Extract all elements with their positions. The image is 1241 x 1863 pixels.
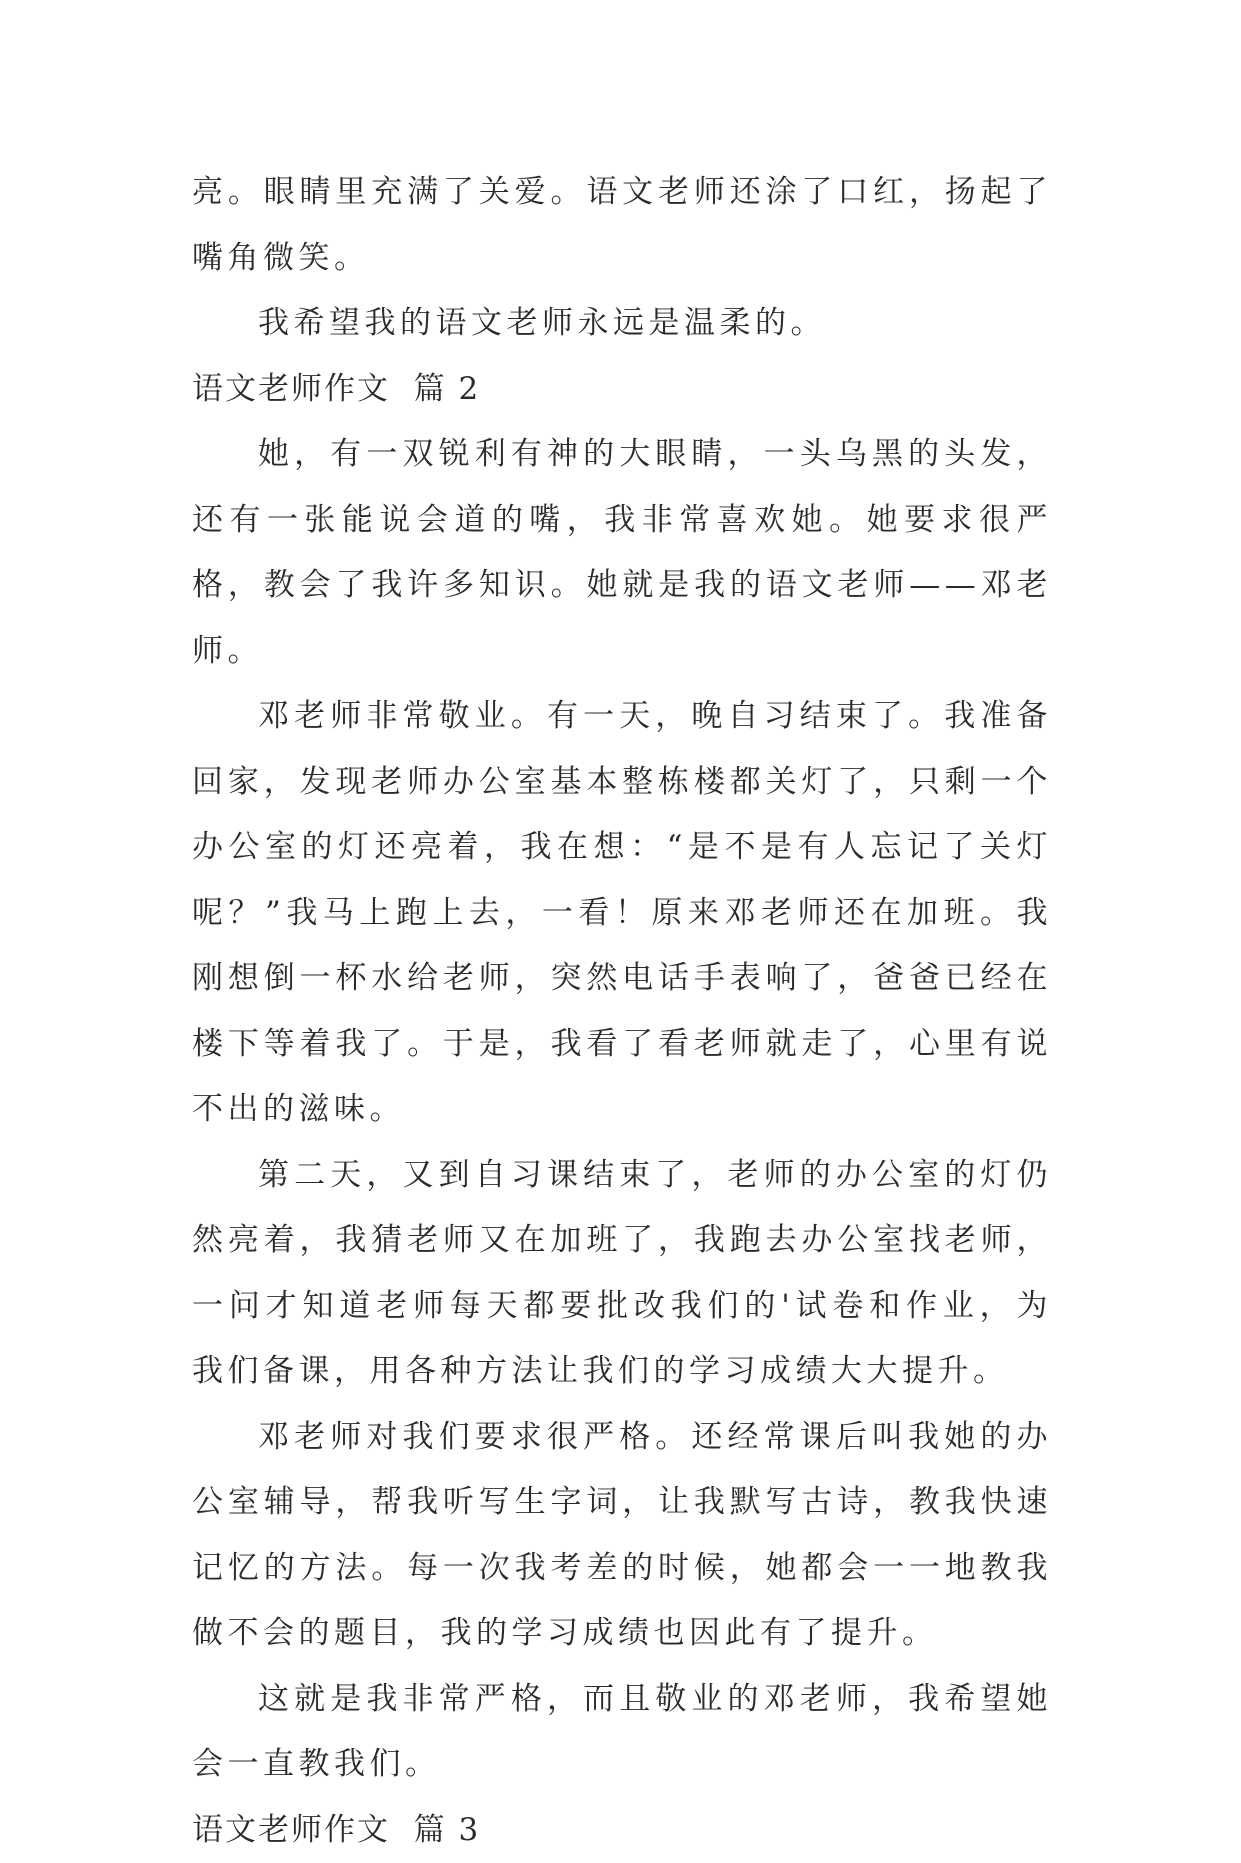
section-heading: 语文老师作文 篇 2	[192, 357, 1052, 423]
paragraph: 这就是我非常严格，而且敬业的邓老师，我希望她会一直教我们。	[192, 1667, 1052, 1798]
document-body	[192, 160, 1052, 1863]
paragraph: 我希望我的语文老师永远是温柔的。	[192, 291, 1052, 357]
section-heading: 语文老师作文 篇 3	[192, 1798, 1052, 1863]
paragraph: 邓老师对我们要求很严格。还经常课后叫我她的办公室辅导，帮我听写生字词，让我默写古诗，教我快速记忆的方法。每一次我考差的时候，她都会一一地教我做不会的题目，我的学习成绩也因此有了提升。	[192, 1405, 1052, 1667]
paragraph: 邓老师非常敬业。有一天，晚自习结束了。我准备回家，发现老师办公室基本整栋楼都关灯了，只剩一个办公室的灯还亮着，我在想：“是不是有人忘记了关灯呢？”我马上跑上去，一看！原来邓老师还在加班。我刚想倒一杯水给老师，突然电话手表响了，爸爸已经在楼下等着我了。于是，我看了看老师就走了，心里有说不出的滋味。	[192, 684, 1052, 1143]
paragraph: 她，有一双锐利有神的大眼睛，一头乌黑的头发，还有一张能说会道的嘴，我非常喜欢她。她要求很严格，教会了我许多知识。她就是我的语文老师——邓老师。	[192, 422, 1052, 684]
paragraph: 第二天，又到自习课结束了，老师的办公室的灯仍然亮着，我猜老师又在加班了，我跑去办公室找老师，一问才知道老师每天都要批改我们的'试卷和作业，为我们备课，用各种方法让我们的学习成绩大大提升。	[192, 1143, 1052, 1405]
paragraph-continued: 亮。眼睛里充满了关爱。语文老师还涂了口红，扬起了嘴角微笑。	[192, 160, 1052, 291]
